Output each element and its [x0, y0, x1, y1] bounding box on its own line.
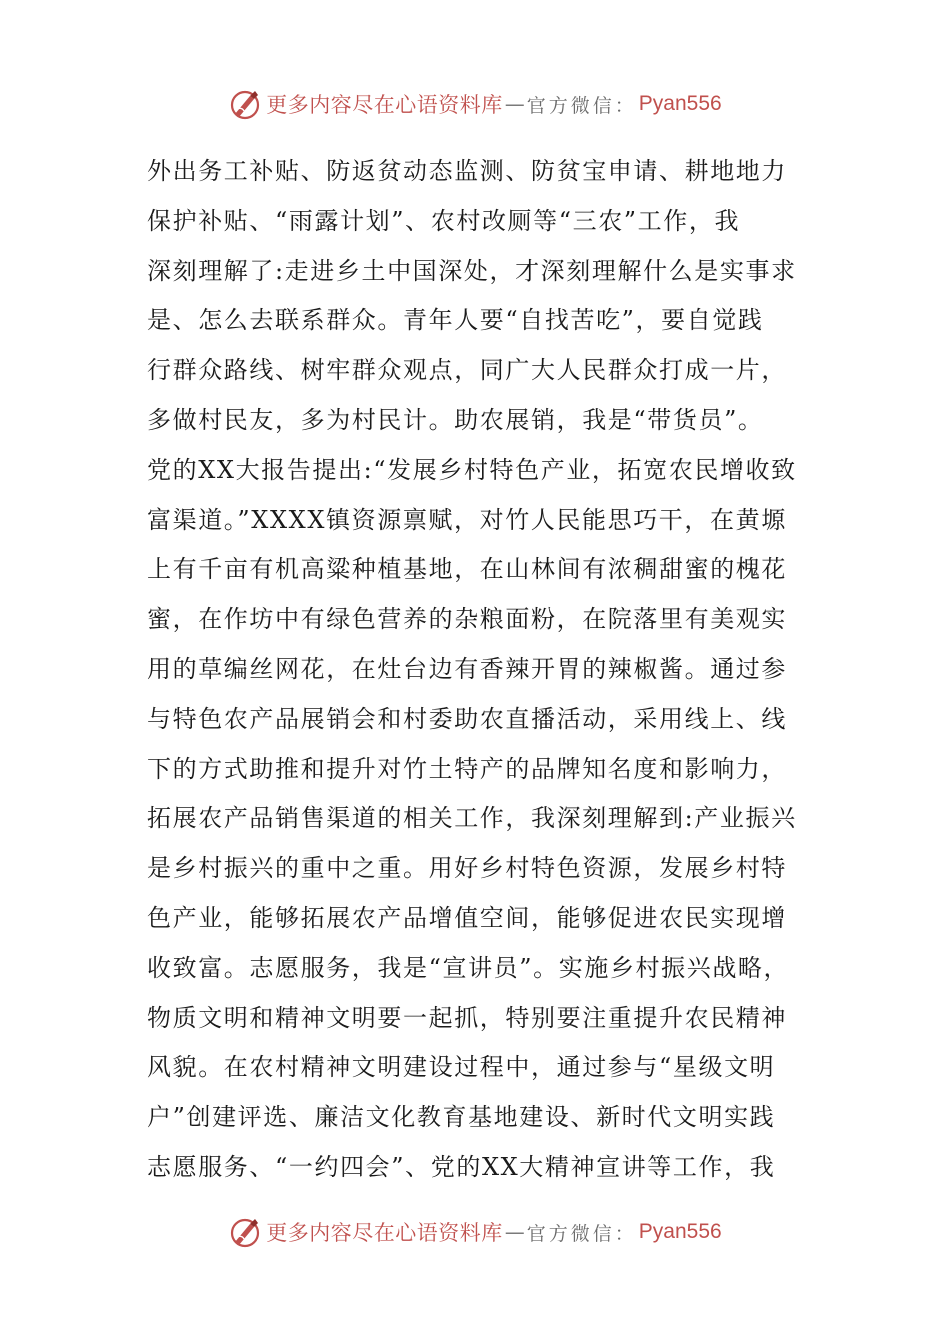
body-line: 蜜，在作坊中有绿色营养的杂粮面粉，在院落里有美观实: [147, 605, 787, 634]
document-body: [147, 147, 812, 1193]
body-line: 是乡村振兴的重中之重。用好乡村特色资源，发展乡村特: [147, 854, 787, 883]
pen-circle-logo-icon: [228, 1215, 262, 1249]
body-line: 志愿服务、“一约四会”、党的XX大精神宣讲等工作，我: [147, 1152, 776, 1181]
watermark-separator: —: [504, 92, 525, 116]
body-line: 户”创建评选、廉洁文化教育基地建设、新时代文明实践: [147, 1103, 776, 1132]
body-line: 上有千亩有机高粱种植基地，在山林间有浓稠甜蜜的槐花: [147, 555, 787, 584]
body-line: 下的方式助推和提升对竹土特产的品牌知名度和影响力，: [147, 754, 787, 783]
pen-circle-logo-icon: [228, 87, 262, 121]
watermark-separator: —: [504, 1220, 525, 1244]
body-line: 深刻理解了:走进乡土中国深处，才深刻理解什么是实事求: [147, 256, 797, 285]
body-line: 行群众路线、树牢群众观点，同广大人民群众打成一片，: [147, 356, 787, 385]
body-line: 多做村民友，多为村民计。助农展销，我是“带货员”。: [147, 405, 764, 434]
body-line: 保护补贴、“雨露计划”、农村改厕等“三农”工作，我: [147, 206, 741, 235]
body-line: 色产业，能够拓展农产品增值空间，能够促进农民实现增: [147, 903, 787, 932]
footer-watermark: [0, 1212, 950, 1252]
watermark-wechat-id: Pyan556: [638, 1220, 722, 1243]
body-line: 与特色农产品展销会和村委助农直播活动，采用线上、线: [147, 704, 787, 733]
body-line: 外出务工补贴、防返贫动态监测、防贫宝申请、耕地地力: [147, 157, 787, 185]
body-line: 党的XX大报告提出:“发展乡村特色产业，拓宽农民增收致: [147, 455, 797, 484]
body-line: 风貌。在农村精神文明建设过程中，通过参与“星级文明: [147, 1053, 776, 1082]
watermark-wechat-id: Pyan556: [638, 92, 722, 115]
body-line: 物质文明和精神文明要一起抓，特别要注重提升农民精神: [147, 1003, 787, 1032]
watermark-official-label: 官方微信：: [526, 94, 637, 117]
watermark-official-label: 官方微信：: [526, 1222, 637, 1245]
body-line: 富渠道。”XXXX镇资源禀赋，对竹人民能思巧干，在黄塬: [147, 505, 787, 534]
body-line: 是、怎么去联系群众。青年人要“自找苦吃”，要自觉践: [147, 306, 764, 335]
body-line: 拓展农产品销售渠道的相关工作，我深刻理解到:产业振兴: [147, 804, 797, 833]
watermark-brand-text: 更多内容尽在心语资料库: [266, 93, 503, 117]
header-watermark: [0, 84, 950, 124]
watermark-brand-text: 更多内容尽在心语资料库: [266, 1221, 503, 1245]
body-line: 用的草编丝网花，在灶台边有香辣开胃的辣椒酱。通过参: [147, 654, 787, 683]
body-line: 收致富。志愿服务，我是“宣讲员”。实施乡村振兴战略，: [147, 953, 790, 982]
